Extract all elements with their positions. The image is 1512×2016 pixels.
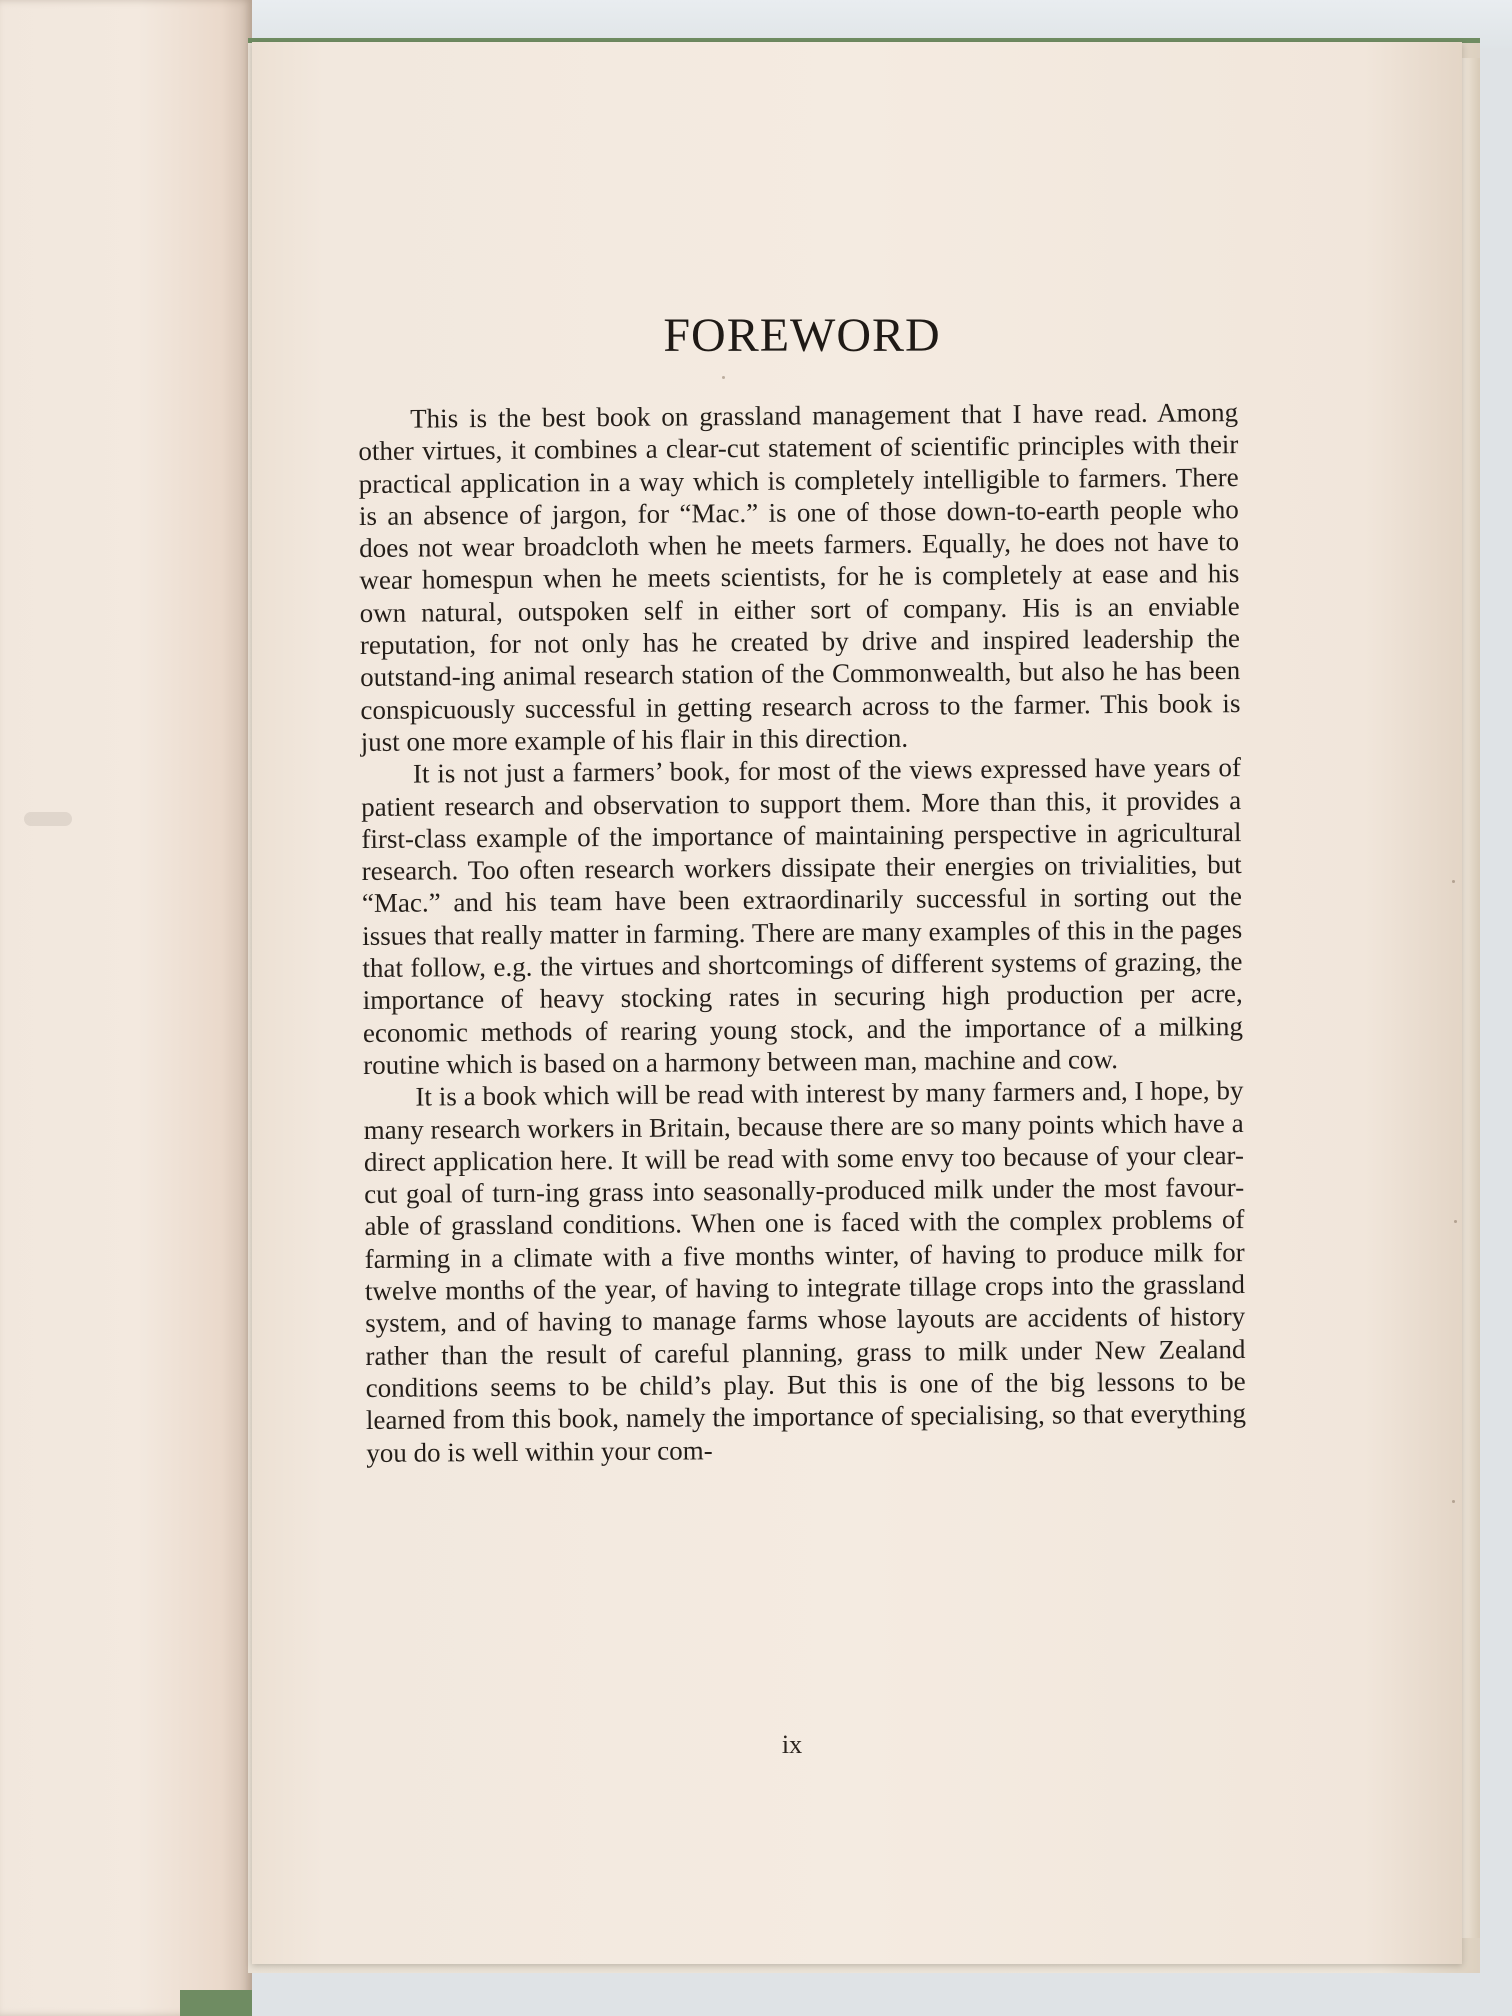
paper-speck	[1452, 880, 1455, 883]
page-title: FOREWORD	[663, 309, 941, 362]
paper-speck	[722, 376, 725, 379]
foreword-body	[358, 396, 1246, 1469]
paper-speck	[1454, 1220, 1457, 1223]
paper-smudge	[24, 812, 72, 826]
paper-speck	[1452, 1500, 1455, 1503]
paragraph: This is the best book on grassland management that I have read. Among other virtues, it combines a clear-cut statement of scientific principles with their practical application in a way which is completely intelligible to farmers. There is an absence of jargon, for “Mac.” is one of those down-to-earth people who does not wear broadcloth when he meets farmers. Equally, he does not have to wear homespun when he meets scientists, for he is completely at ease and his own natural, outspoken self in either sort of company. His is an enviable reputation, for not only has he created by drive and inspired leadership the outstand-ing animal research station of the Commonwealth, but also he has been conspicuously successful in getting research across to the farmer. This book is just one more example of his flair in this direction.	[358, 397, 1241, 757]
left-page	[0, 0, 252, 2016]
page-number: ix	[781, 1730, 803, 1759]
paragraph: It is not just a farmers’ book, for most of the views expressed have years of patient research and observation to support them. More than this, it provides a first-class example of the importance of maintaining perspective in agricultural research. Too often research workers dissipate their energies on trivialities, but “Mac.” and his team have been extraordinarily successful in sorting out the issues that really matter in farming. There are many examples of this in the pages that follow, e.g. the virtues and shortcomings of different systems of grazing, the importance of heavy stocking rates in securing high production per acre, economic methods of rearing young stock, and the importance of a milking routine which is based on a harmony between man, machine and cow.	[361, 752, 1244, 1080]
cover-corner	[180, 1990, 252, 2016]
paragraph: It is a book which will be read with interest by many farmers and, I hope, by many research workers in Britain, because there are so many points which have a direct application here. It will be read with some envy too because of your clear-cut goal of turn-ing grass into seasonally-produced milk under the most favour-able of grassland conditions. When one is faced with the complex problems of farming in a climate with a five months winter, of having to produce milk for twelve months of the year, of having to integrate tillage crops into the grassland system, and of having to manage farms whose layouts are accidents of history rather than the result of careful planning, grass to milk under New Zealand conditions seems to be child’s play. But this is one of the big lessons to be learned from this book, namely the importance of specialising, so that everything you do is well within your com-	[363, 1075, 1247, 1468]
